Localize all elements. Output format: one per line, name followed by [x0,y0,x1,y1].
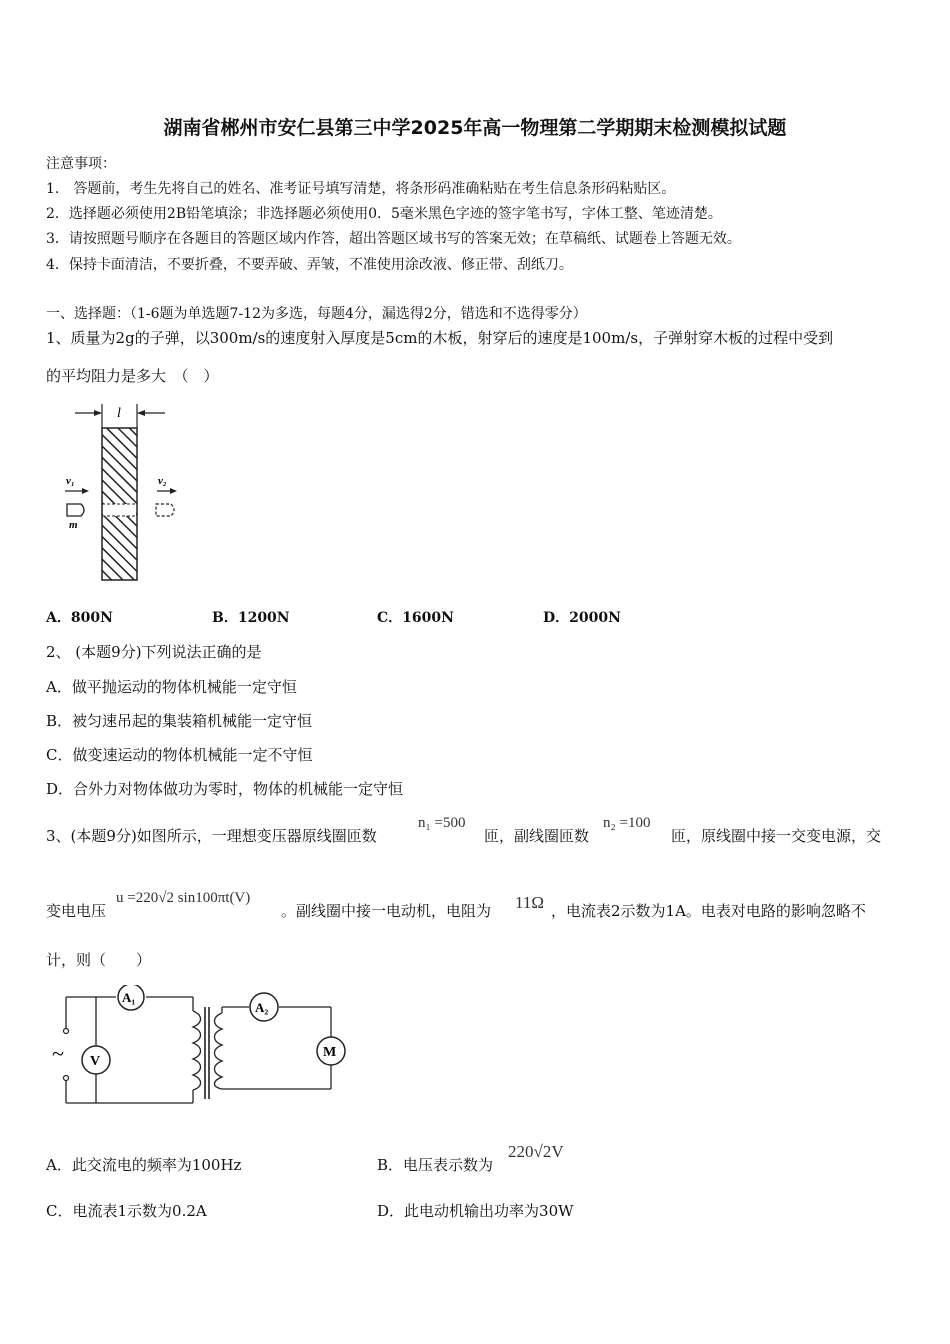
section-heading: 一、选择题：（1-6题为单选题7-12为多选，每题4分，漏选得2分，错选和不选得零分） [46,306,587,322]
bullet-exit-shape [156,504,174,516]
q3-circuit-figure [50,985,355,1107]
q1-option-b[interactable]: B．1200N [212,610,290,626]
ac-source-symbol: ~ [52,1041,64,1066]
q1-option-c[interactable]: C．1600N [377,610,454,626]
q3-stem-part6: ，电流表2示数为1A。电表对电路的影响忽略不 [551,902,866,920]
q3-stem-part5: 。副线圈中接一电动机，电阻为 [281,902,492,920]
q3-stem-part4: 变电电压 [46,902,107,920]
q2-stem: 2、 (本题9分)下列说法正确的是 [46,643,262,661]
q1-option-a[interactable]: A．800N [46,610,113,626]
q3-option-c[interactable]: C．电流表1示数为0.2A [46,1202,207,1220]
notice-item: 4．保持卡面清洁，不要折叠，不要弄破、弄皱，不准使用涂改液、修正带、刮纸刀。 [46,257,573,273]
label-a2: A₂ [255,1000,269,1015]
q3-stem-part2: 匝，副线圈匝数 [484,827,590,845]
label-v2: v₂ [158,475,167,487]
notice-item: 2．选择题必须使用2B铅笔填涂；非选择题必须使用0．5毫米黑色字迹的签字笔书写，字体工整、笔迹清楚。 [46,206,722,222]
q3-stem-line3: 计，则（ ） [46,951,152,969]
q3-stem-part1: 3、(本题9分)如图所示，一理想变压器原线圈匝数 [46,827,377,845]
page-title: 湖南省郴州市安仁县第三中学2025年高一物理第二学期期末检测模拟试题 [163,117,787,139]
q3-voltage-formula: u =220√2 sin100πt(V) [116,890,251,906]
notice-heading: 注意事项： [46,156,116,172]
terminal-bottom [64,1076,69,1081]
q3-option-d[interactable]: D．此电动机输出功率为30W [377,1202,574,1220]
q1-option-d[interactable]: D．2000N [543,610,621,626]
q2-option-c[interactable]: C．做变速运动的物体机械能一定不守恒 [46,746,313,764]
q1-stem-line2: 的平均阻力是多大 （ ） [46,367,219,385]
label-m: M [323,1045,337,1060]
notice-item: 1. 答题前，考生先将自己的姓名、准考证号填写清楚，将条形码准确粘贴在考生信息条形码粘贴区。 [46,181,676,197]
q1-figure [55,400,185,590]
primary-coil [193,1011,201,1090]
bullet-shape [67,504,84,516]
label-m: m [69,519,78,531]
label-a1: A₁ [122,990,136,1005]
q3-n1-formula: n₁ =500 [418,815,466,831]
label-v1: v₁ [66,475,75,487]
q3-option-b[interactable]: B．电压表示数为 [377,1156,494,1174]
q2-option-b[interactable]: B．被匀速吊起的集装箱机械能一定守恒 [46,712,313,730]
secondary-coil [215,1013,223,1089]
label-v: V [90,1054,101,1069]
notice-item: 3．请按照题号顺序在各题目的答题区域内作答，超出答题区域书写的答案无效；在草稿纸、试题卷上答题无效。 [46,231,741,247]
q2-option-d[interactable]: D．合外力对物体做功为零时，物体的机械能一定守恒 [46,780,404,798]
q2-option-a[interactable]: A．做平抛运动的物体机械能一定守恒 [46,678,297,696]
q3-option-b-value: 220√2V [508,1142,564,1161]
bullet-path [103,504,136,516]
label-l: l [117,406,121,421]
q3-resistance: 11Ω [515,893,545,912]
terminal-top [64,1029,69,1034]
q1-stem-line1: 1、质量为2g的子弹，以300m/s的速度射入厚度是5cm的木板，射穿后的速度是100m/s，子弹射穿木板的过程中受到 [46,329,834,347]
q3-n2-formula: n₂ =100 [603,815,651,831]
q3-option-a[interactable]: A．此交流电的频率为100Hz [46,1156,242,1174]
q3-stem-part3: 匝，原线圈中接一交变电源，交 [671,827,882,845]
